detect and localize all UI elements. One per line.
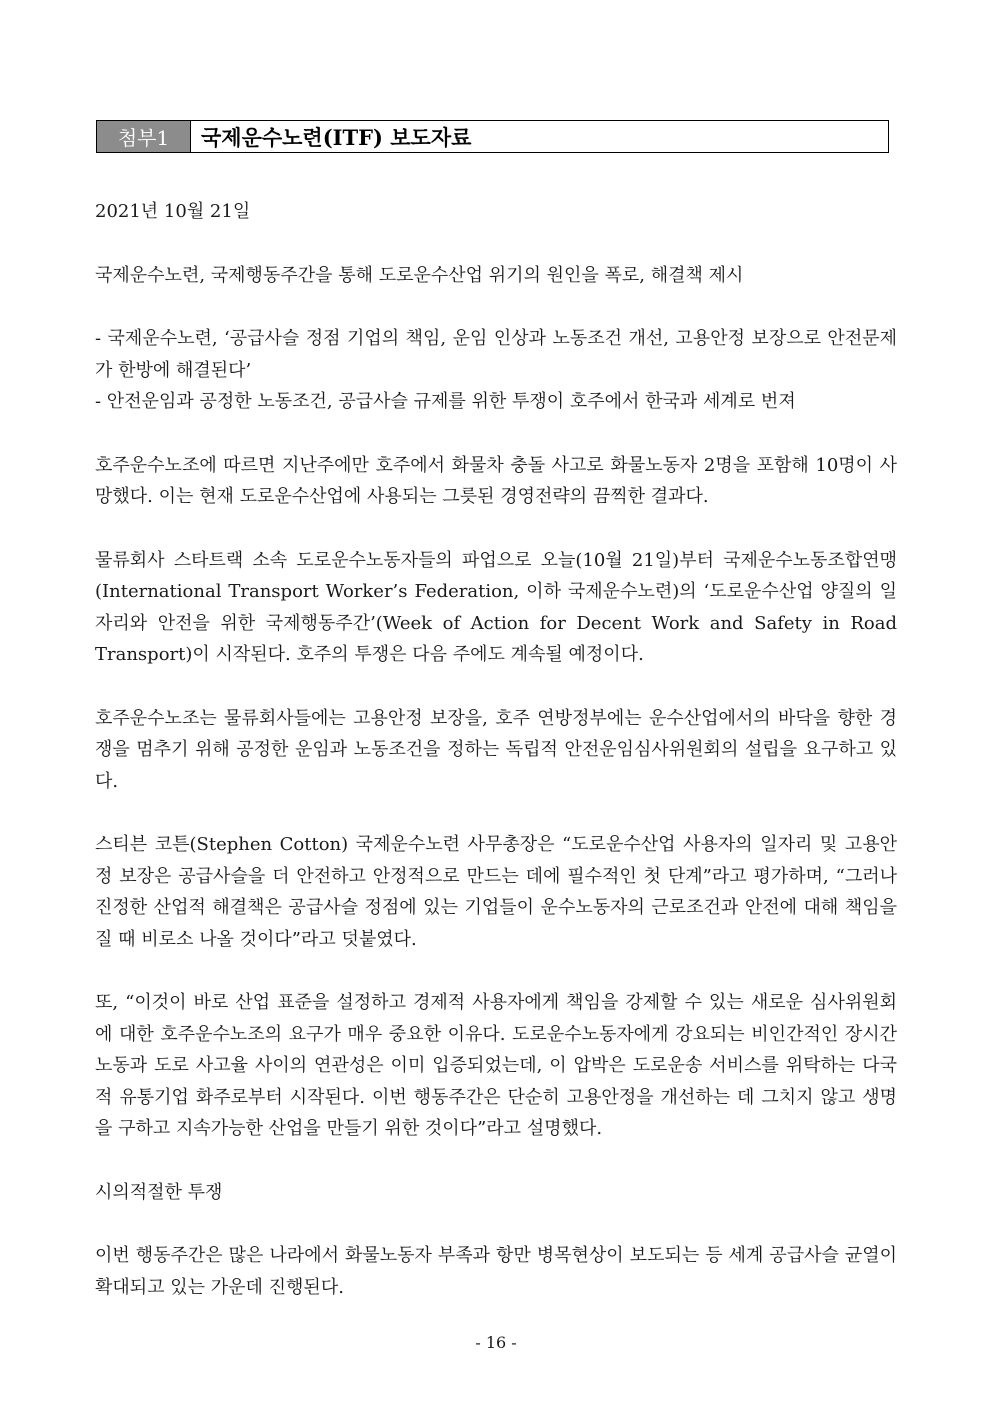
attachment-header: [96, 120, 889, 153]
section-subheading: 시의적절한 투쟁: [95, 1181, 223, 1203]
body-paragraph: 물류회사 스타트랙 소속 도로운수노동자들의 파업으로 오늘(10월 21일)부터 국제운수노동조합연맹(International Transport Worker’s Federation, 이하 국제운수노련)의 ‘도로운수산업 양질의 일자리와 안전을 위한 국제행동주간’(Week of Action for Decent Work and Safety in Road Transport)이 시작된다. 호주의 투쟁은 다음 주에도 계속될 예정이다.: [95, 549, 897, 665]
body-paragraph: 스티븐 코튼(Stephen Cotton) 국제운수노련 사무총장은 “도로운수산업 사용자의 일자리 및 고용안정 보장은 공급사슬을 더 안전하고 안정적으로 만드는 데에 필수적인 첫 단계”라고 평가하며, “그러나 진정한 산업적 해결책은 공급사슬 정점에 있는 기업들이 운수노동자의 근로조건과 안전에 대해 책임을 질 때 비로소 나올 것이다”라고 덧붙였다.: [95, 834, 897, 950]
press-date: 2021년 10월 21일: [95, 201, 251, 222]
body-paragraph: 이번 행동주간은 많은 나라에서 화물노동자 부족과 항만 병목현상이 보도되는 등 세계 공급사슬 균열이 확대되고 있는 가운데 진행된다.: [95, 1245, 897, 1298]
body-paragraph: 호주운수노조는 물류회사들에는 고용안정 보장을, 호주 연방정부에는 운수산업에서의 바닥을 향한 경쟁을 멈추기 위해 공정한 운임과 노동조건을 정하는 독립적 안전운임심사위원회의 설립을 요구하고 있다.: [95, 707, 897, 792]
body-paragraph: 또, “이것이 바로 산업 표준을 설정하고 경제적 사용자에게 책임을 강제할 수 있는 새로운 심사위원회에 대한 호주운수노조의 요구가 매우 중요한 이유다. 도로운수노동자에게 강요되는 비인간적인 장시간 노동과 도로 사고율 사이의 연관성은 이미 입증되었는데, 이 압박은 도로운송 서비스를 위탁하는 다국적 유통기업 화주로부터 시작된다. 이번 행동주간은 단순히 고용안정을 개선하는 데 그치지 않고 생명을 구하고 지속가능한 산업을 만들기 위한 것이다”라고 설명했다.: [95, 992, 897, 1139]
bullet-item: - 안전운임과 공정한 노동조건, 공급사슬 규제를 위한 투쟁이 호주에서 한국과 세계로 번져: [95, 391, 796, 412]
press-headline: 국제운수노련, 국제행동주간을 통해 도로운수산업 위기의 원인을 폭로, 해결책 제시: [95, 264, 744, 286]
document-body: [95, 196, 897, 1335]
page-number: - 16 -: [475, 1333, 517, 1352]
bullet-item: - 국제운수노련, ‘공급사슬 정점 기업의 책임, 운임 인상과 노동조건 개선, 고용안정 보장으로 안전문제가 한방에 해결된다’: [95, 328, 897, 381]
attachment-title: 국제운수노련(ITF) 보도자료: [201, 124, 472, 150]
attachment-tag: 첨부1: [97, 121, 191, 152]
body-paragraph: 호주운수노조에 따르면 지난주에만 호주에서 화물차 충돌 사고로 화물노동자 2명을 포함해 10명이 사망했다. 이는 현재 도로운수산업에 사용되는 그릇된 경영전략의 끔찍한 결과다.: [95, 454, 897, 507]
